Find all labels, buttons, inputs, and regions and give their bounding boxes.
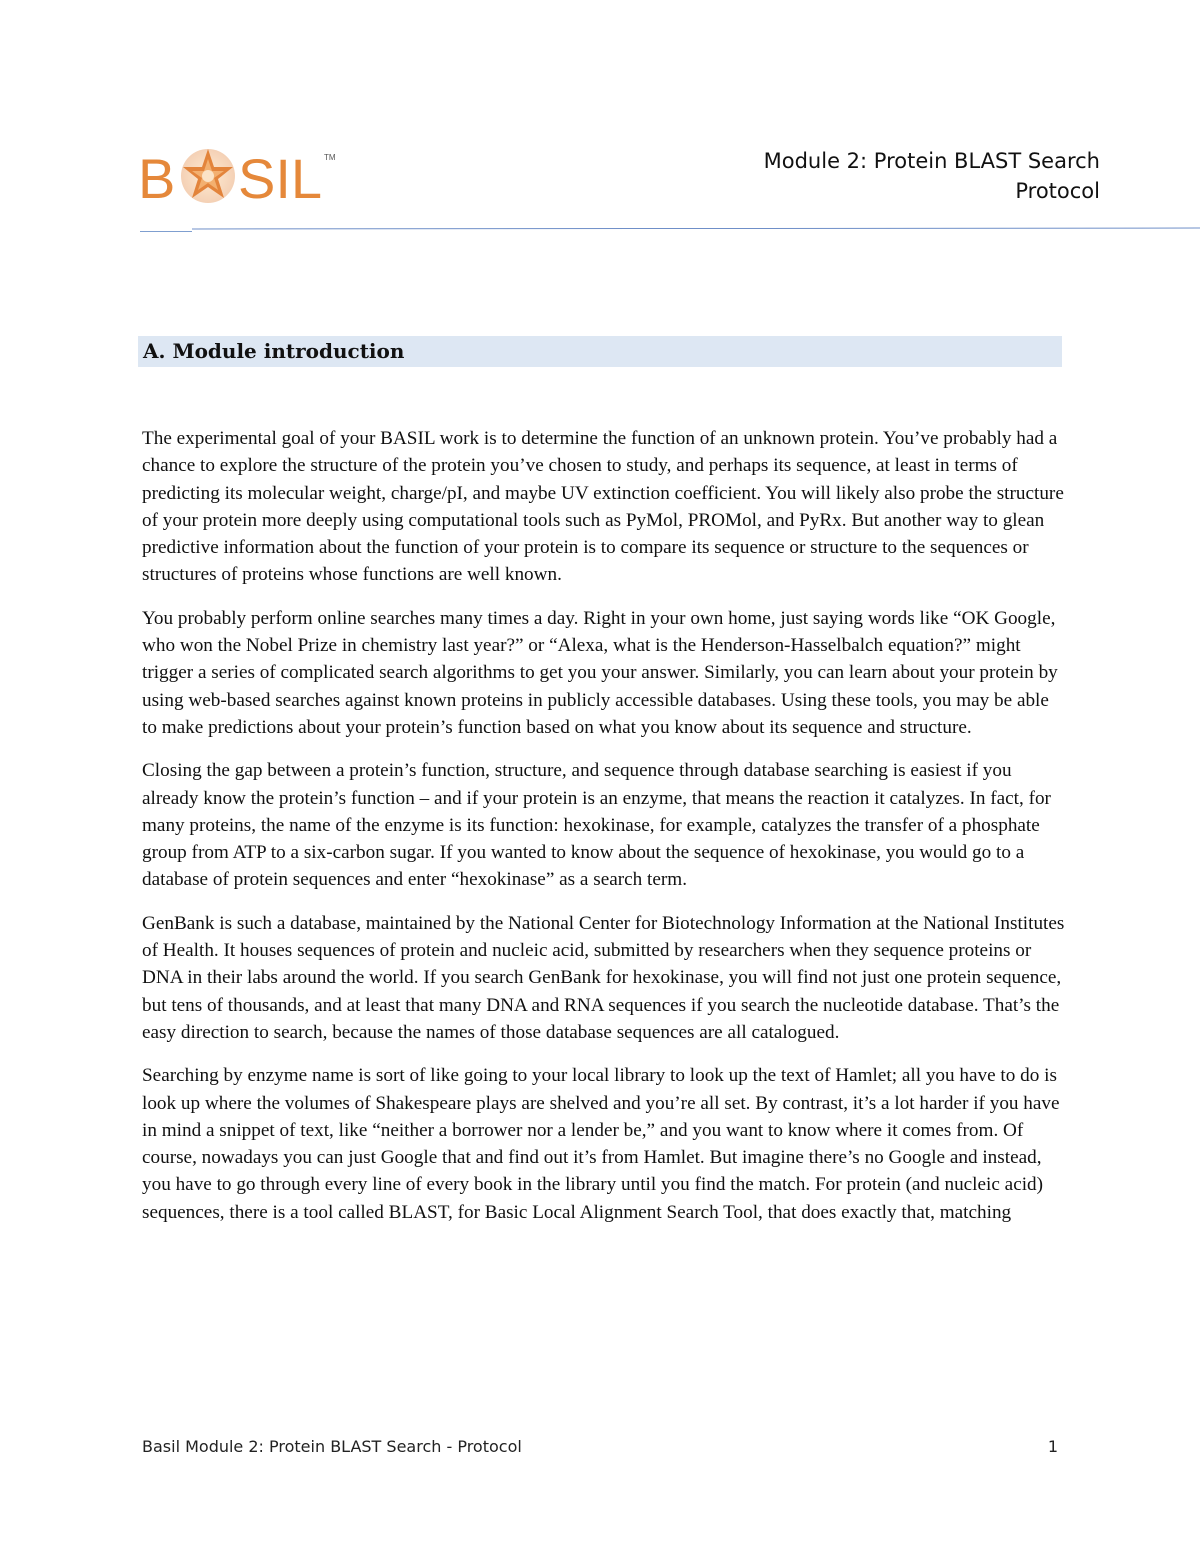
body-text — [142, 425, 1067, 1242]
paragraph-4: GenBank is such a database, maintained by the National Center for Biotechnology Information at the National Institutes of Health. It houses sequences of protein and nucleic acid, submitted by researchers when they sequence proteins or DNA in their labs around the world. If you search GenBank for hexokinase, you will find not just one protein sequence, but tens of thousands, and at least that many DNA and RNA sequences if you search the nucleotide database. That’s the easy direction to search, because the names of those database sequences are all catalogued. — [142, 912, 1065, 1043]
title-line-2: Protocol — [1015, 179, 1100, 203]
paragraph-3: Closing the gap between a protein’s function, structure, and sequence through database searching is easiest if you already know the protein’s function – and if your protein is an enzyme, that means the reaction it catalyzes. In fact, for many proteins, the name of the enzyme is its function: hexokinase, for example, catalyzes the transfer of a phosphate group from ATP to a six-carbon sugar. If you wanted to know about the sequence of hexokinase, you would go to a database of protein sequences and enter “hexokinase” as a search term. — [142, 760, 1051, 891]
header-rule-left — [140, 231, 192, 232]
logo-letters-sil: SIL — [238, 147, 323, 210]
footer-page-number: 1 — [1047, 1437, 1058, 1456]
logo-trademark: TM — [324, 153, 336, 162]
footer-document-name: Basil Module 2: Protein BLAST Search - Protocol — [142, 1437, 522, 1456]
document-title — [680, 146, 1100, 206]
section-heading: A. Module introduction — [138, 336, 1062, 367]
paragraph-5: Searching by enzyme name is sort of like going to your local library to look up the text of Hamlet; all you have to do is look up where the volumes of Shakespeare plays are shelved and you’re all set. By contrast, it’s a lot harder if you have in mind a snippet of text, like “neither a borrower nor a lender be,” and you want to know where it comes from. Of course, nowadays you can just Google that and find out it’s from Hamlet. But imagine there’s no Google and instead, you have to go through every line of every book in the library until you find the match. For protein (and nucleic acid) sequences, there is a tool called BLAST, for Basic Local Alignment Search Tool, that does exactly that, matching — [142, 1065, 1060, 1223]
title-line-1: Module 2: Protein BLAST Search — [763, 149, 1100, 173]
basil-logo — [138, 140, 338, 212]
logo-letter-b: B — [138, 147, 176, 210]
header-rule — [192, 228, 1200, 230]
paragraph-1: The experimental goal of your BASIL work is to determine the function of an unknown protein. You’ve probably had a chance to explore the structure of the protein you’ve chosen to study, and perhaps its sequence, at least in terms of predicting its molecular weight, charge/pI, and maybe UV extinction coefficient. You will likely also probe the structure of your protein more deeply using computational tools such as PyMol, PROMol, and PyRx. But another way to glean predictive information about the function of your protein is to compare its sequence or structure to the sequences or structures of proteins whose functions are well known. — [142, 428, 1064, 586]
paragraph-2: You probably perform online searches many times a day. Right in your own home, just saying words like “OK Google, who won the Nobel Prize in chemistry last year?” or “Alexa, what is the Henderson-Hasselbalch equation?” might trigger a series of complicated search algorithms to get you your answer. Similarly, you can learn about your protein by using web-based searches against known proteins in publicly accessible databases. Using these tools, you may be able to make predictions about your protein’s function based on what you know about its sequence and structure. — [142, 607, 1058, 738]
molecule-emblem-icon — [181, 149, 235, 203]
